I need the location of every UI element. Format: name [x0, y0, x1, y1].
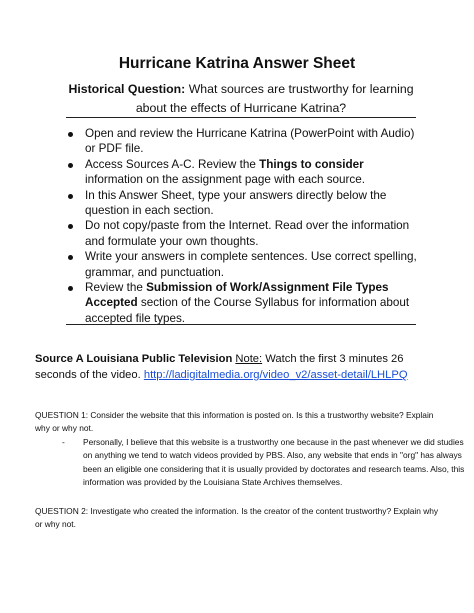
bullet-icon [68, 286, 73, 291]
instruction-item: Review the Submission of Work/Assignment File Types Accepted section of the Course Syllabus for information about accepted file types. [66, 280, 418, 326]
video-link[interactable]: http://ladigitalmedia.org/video_v2/asset-detail/LHLPQ [143, 369, 408, 381]
bullet-icon [68, 224, 73, 229]
instructions-list [66, 126, 418, 326]
dash-marker: - [62, 437, 65, 447]
note-label: Note: [235, 353, 263, 365]
instruction-item: Write your answers in complete sentences. Use correct spelling, grammar, and punctuation. [66, 249, 418, 280]
question-1: QUESTION 1: Consider the website that this information is posted on. Is this a trustworthy website? Explain why or why not. [35, 410, 434, 434]
bullet-icon [68, 163, 73, 168]
historical-question-label: Historical Question: [68, 82, 186, 96]
answer-1-text: Personally, I believe that this website is a trustworthy one because in the past whenever we did studies on anything we tend to watch videos provided by PBS. Also, any website that ends in "org" has always been an eligible one considering that it is usually provided by doctorates and research teams. Also, this information was provided by the Louisiana State Archives themselves. [83, 437, 465, 487]
instruction-item: Do not copy/paste from the Internet. Read over the information and formulate your own thoughts. [66, 218, 418, 249]
source-a-paragraph [35, 351, 445, 383]
source-a-heading: Source A Louisiana Public Television [35, 353, 233, 365]
note-text: Watch the first 3 minutes 26 seconds of the video. [35, 353, 404, 381]
document-title: Hurricane Katrina Answer Sheet [118, 55, 356, 72]
historical-question [66, 80, 416, 118]
instruction-item: Access Sources A-C. Review the Things to consider information on the assignment page with each source. [66, 157, 418, 188]
top-divider [66, 117, 416, 118]
question-2: QUESTION 2: Investigate who created the information. Is the creator of the content trustworthy? Explain why or why not. [35, 506, 439, 530]
bullet-icon [68, 255, 73, 260]
instruction-item: Open and review the Hurricane Katrina (PowerPoint with Audio) or PDF file. [66, 126, 418, 157]
bullet-icon [68, 132, 73, 137]
instruction-item: In this Answer Sheet, type your answers directly below the question in each section. [66, 188, 418, 219]
bottom-divider [66, 324, 416, 325]
historical-question-text: What sources are trustworthy for learning about the effects of Hurricane Katrina? [135, 82, 414, 115]
bullet-icon [68, 194, 73, 199]
answer-1 [62, 436, 468, 489]
